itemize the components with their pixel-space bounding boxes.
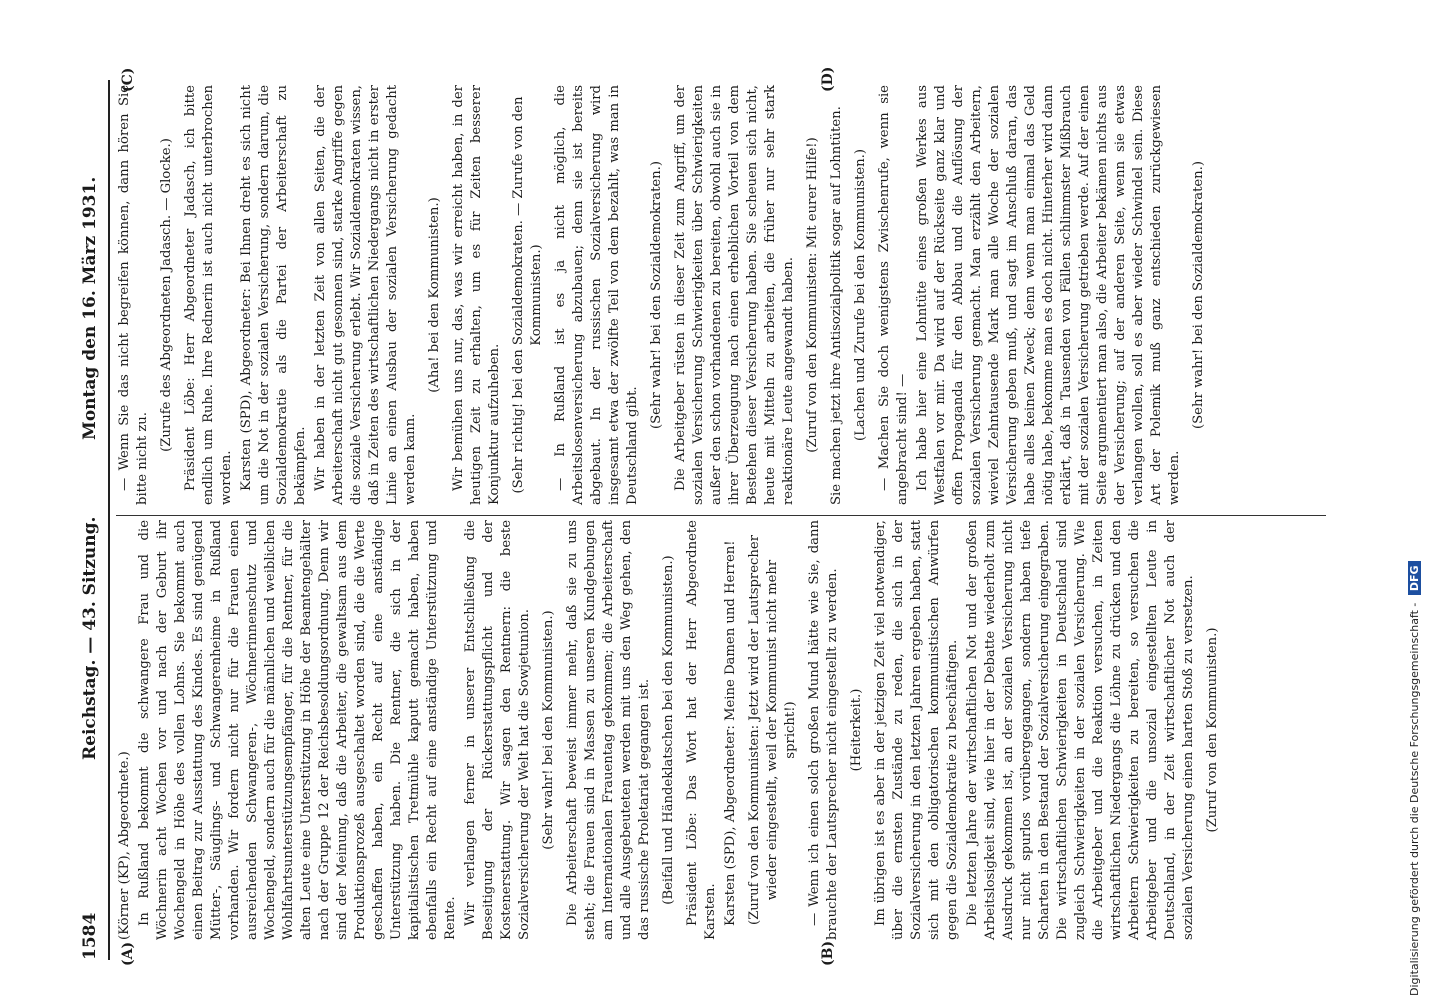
paragraph: Die Arbeiterschaft beweist immer mehr, daß sie zu uns steht; die Frauen sind in Massen zu unseren Kundgebungen am Internationalen Frauentag gekommen; die Arbeiterschaft und alle Ausgebeuteten werden mit uns den Weg gehen, den das russische Proletariat gegangen ist. [565, 520, 652, 940]
credit-text: Digitalisierung gefördert durch die Deutsche Forschungsgemeinschaft - [1408, 602, 1421, 996]
margin-mark-d: (D) [820, 66, 836, 92]
session-title: Reichstag. — 43. Sitzung. [80, 516, 100, 760]
session-date: Montag den 16. März 1931. [80, 176, 100, 440]
right-column [116, 85, 1214, 505]
paragraph: — Machen Sie doch wenigstens Zwischenrufe, wenn sie angebracht sind! — [877, 85, 910, 505]
interjection: (Zuruf von den Kommunisten: Jetzt wird der Lautsprecher wieder eingestellt, weil der Kommunist nicht mehr spricht!) [747, 534, 798, 926]
interjection: (Lachen und Zurufe bei den Kommunisten.) [853, 148, 868, 442]
running-head [80, 80, 106, 960]
interjection: (Sehr wahr! bei den Sozialdemokraten.) [1191, 161, 1206, 429]
margin-mark-a: (A) [120, 941, 136, 966]
paragraph: Wir bemühen uns nur, das, was wir erreicht haben, in der heutigen Zeit zu erhalten, um es für Zeiten besserer Konjunktur aufzuheben. [451, 85, 502, 505]
interjection: (Aha! bei den Kommunisten.) [427, 197, 442, 393]
paragraph: In Rußland bekommt die schwangere Frau und die Wöchnerin acht Wochen vor und nach der Geburt ihr Wochengeld in Höhe des vollen Lohns. Sie bekommt auch einen Beitrag zur Ausstattung des Kindes. Es sind genügend Mütter-, Säuglings- und Schwangerenheime in Rußland vorhanden. Wir fordern nicht nur für die Frauen einen ausreichenden Schwangeren-, Wöchnerinnenschutz und Wochengeld, sondern auch für die männlichen und weiblichen Wohlfahrtsunterstützungsempfänger, für die Rentner, für die alten Leute eine Unterstützung in Höhe der Beamtengehälter nach der Gruppe 12 der Reichsbesoldungsordnung. Denn wir sind der Meinung, daß die Arbeiter, die gewaltsam aus dem Produktionsprozeß ausgeschaltet worden sind, die die Werte geschaffen haben, ein Recht auf eine anständige Unterstützung haben. Die Rentner, die sich in der kapitalistischen Tretmühle kaputt gemacht haben, haben ebenfalls ein Recht auf eine anständige Unterstützung und Rente. [137, 520, 458, 940]
speaker-paragraph: Präsident Löbe: Das Wort hat der Herr Abgeordnete Karsten. [685, 520, 718, 940]
interjection: (Sehr wahr! bei den Sozialdemokraten.) [649, 161, 664, 429]
paragraph: Ich habe hier eine Lohntüte eines großen Werkes aus Westfalen vor mir. Da wird auf der Rückseite ganz klar und offen Propaganda für den Abbau und die Auflösung der sozialen Versicherung gemacht. Man erzählt den Arbeitern, wieviel Zehntausende Mark man alle Woche der sozialen Versicherung geben muß, und sagt im Anschluß daran, das habe alles keinen Zweck; denn wenn man einmal das Geld nötig habe, bekomme man es doch nicht. Hinterher wird dann erklärt, daß in Tausenden von Fällen schlimmster Mißbrauch mit der sozialen Versicherung getrieben werde. Auf der einen Seite argumentiert man also, die Arbeiter bekämen nichts aus der Versicherung; auf der anderen Seite, wenn sie etwas verlangen wollen, soll es aber wieder Schwindel sein. Diese Art der Polemik muß ganz entschieden zurückgewiesen werden. [915, 85, 1182, 505]
paragraph: Wir haben in der letzten Zeit von allen Seiten, die der Arbeiterschaft nicht gut gesonnen sind, starke Angriffe gegen die soziale Versicherung erlebt. Wir Sozialdemokraten wissen, daß in Zeiten des wirtschaftlichen Niedergangs nicht in erster Linie an einen Ausbau der sozialen Versicherung gedacht werden kann. [313, 85, 418, 505]
paragraph: Sie machen jetzt ihre Antisozialpolitik sogar auf Lohntüten. [829, 106, 844, 505]
header-rule [108, 80, 110, 960]
page-number: 1584 [80, 912, 100, 960]
column-divider [116, 515, 1326, 516]
interjection: (Zuruf von den Kommunisten.) [1205, 627, 1220, 833]
speaker-paragraph: Karsten (SPD), Abgeordneter: Meine Damen und Herren! [723, 540, 738, 926]
paragraph: Die Arbeitgeber rüsten in dieser Zeit zum Angriff, um der sozialen Versicherung Schwierigkeiten über Schwierigkeiten außer den schon vorhandenen zu bereiten, obwohl auch sie in ihrer Überzeugung nach einen erheblichen Vorteil von dem Bestehen dieser Versicherung haben. Sie scheuen sich nicht, heute mit Mitteln zu arbeiten, die früher nur sehr stark reaktionäre Leute angewandt haben. [673, 85, 796, 505]
digitization-credit [1408, 6, 1428, 996]
left-column [116, 520, 1228, 940]
paragraph: — Wenn Sie das nicht begreifen können, dann hören Sie bitte nicht zu. [117, 85, 150, 505]
interjection: (Beifall und Händeklatschen bei den Kommunisten.) [661, 555, 676, 905]
paragraph: — Wenn ich einen solch großen Mund hätte wie Sie, dann brauchte der Lautsprecher nicht eingestellt zu werden. [807, 520, 840, 940]
interjection: (Sehr wahr! bei den Kommunisten.) [541, 610, 556, 850]
speaker-continuation: (Körner (KP), Abgeordnete.) [117, 751, 132, 940]
paragraph: Im übrigen ist es aber in der jetzigen Zeit viel notwendiger, über die ernsten Zustände zu reden, die sich in der Sozialversicherung in den letzten Jahren ergeben haben, statt sich mit den obligatorischen kommunistischen Anwürfen gegen die Sozialdemokratie zu beschäftigen. [873, 520, 960, 940]
interjection: (Zurufe des Abgeordneten Jadasch. — Glocke.) [159, 138, 174, 452]
dfg-logo: DFG [1408, 561, 1421, 595]
interjection: (Sehr richtig! bei den Sozialdemokraten. — Zurufe von den Kommunisten.) [511, 96, 544, 494]
interjection: (Zuruf von den Kommunisten: Mit eurer Hilfe!) [805, 137, 820, 453]
margin-mark-b: (B) [820, 940, 836, 966]
paragraph: Wir verlangen ferner in unserer Entschließung die Beseitigung der Rückerstattungspflicht und der Kostenerstattung. Wir sagen den Rentnern: die beste Sozialversicherung der Welt hat die Sowjetunion. [463, 520, 532, 940]
speaker-paragraph: Präsident Löbe: Herr Abgeordneter Jadasch, ich bitte endlich um Ruhe. Ihre Rednerin ist auch nicht unterbrochen worden. [183, 85, 234, 505]
page-content [70, 66, 1340, 966]
interjection: (Heiterkeit.) [849, 688, 864, 772]
margin-mark-c: (C) [120, 67, 136, 92]
paragraph: Die letzten Jahre der wirtschaftlichen Not und der großen Arbeitslosigkeit sind, wie hier in der Debatte wiederholt zum Ausdruck gekommen ist, an der sozialen Versicherung nicht nur nicht spurlos vorübergegangen, sondern haben tiefe Scharten in den Bestand der Sozialversicherung eingegraben. Die wirtschaftlichen Schwierigkeiten in Deutschland sind zugleich Schwierigkeiten in der sozialen Versicherung. Wie die Arbeitgeber und die Reaktion versuchen, in Zeiten wirtschaftlichen Niedergangs die Löhne zu drücken und den Arbeitern Schwierigkeiten zu bereiten, so versuchen die Arbeitgeber und die unsozial eingestellten Leute in Deutschland, in der Zeit wirtschaftlicher Not auch der sozialen Versicherung einen harten Stoß zu versetzen. [965, 520, 1196, 940]
rotated-page [70, 66, 1340, 966]
paragraph: — In Rußland ist es ja nicht möglich, die Arbeitslosenversicherung abzubauen; denn sie ist bereits abgebaut. In der russischen Sozialversicherung wird insgesamt etwa der zwölfte Teil von dem bezahlt, was man in Deutschland gibt. [553, 85, 640, 505]
speaker-paragraph: Karsten (SPD), Abgeordneter: Bei Ihnen dreht es sich nicht um die Not in der sozialen Versicherung, sondern darum, die Sozialdemokratie als die Partei der Arbeiterschaft zu bekämpfen. [239, 85, 308, 505]
